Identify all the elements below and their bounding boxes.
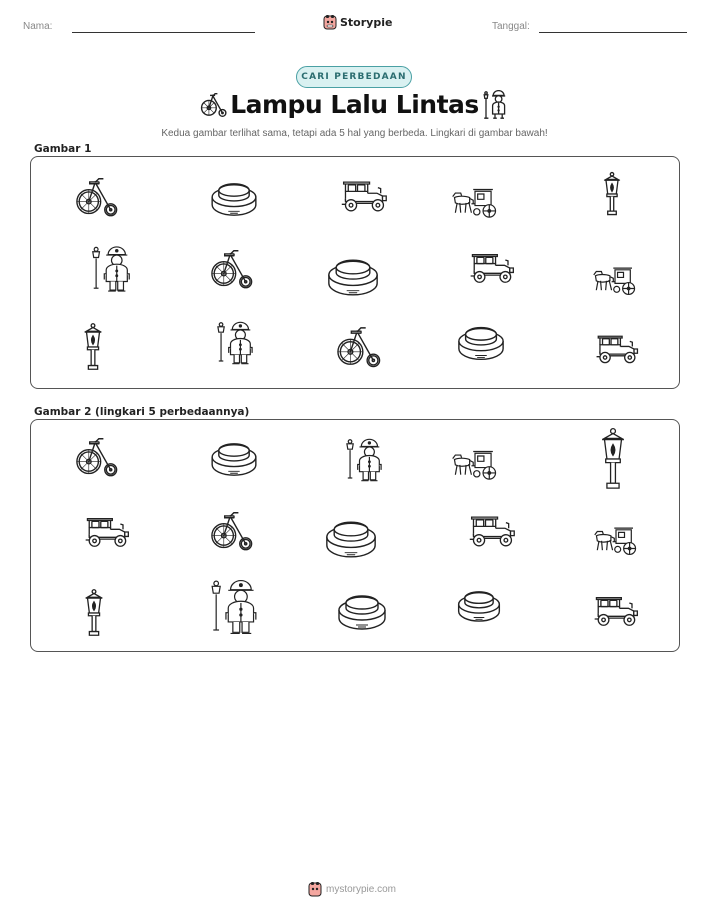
- picture2-policeman-icon[interactable]: [346, 436, 382, 484]
- picture2-button-icon[interactable]: [208, 440, 260, 478]
- date-label: Tanggal:: [492, 21, 530, 32]
- find-difference-badge: CARI PERBEDAAN: [296, 66, 412, 88]
- name-line[interactable]: [72, 32, 255, 33]
- picture1-bicycle-icon: [73, 176, 121, 218]
- picture1-bicycle-icon: [335, 325, 383, 369]
- footer-site: mystorypie.com: [326, 883, 397, 895]
- picture1-carriage-icon: [590, 263, 640, 297]
- date-line[interactable]: [539, 32, 687, 33]
- policeman-icon: [483, 90, 507, 124]
- picture1-lamp-icon: [600, 170, 624, 218]
- picture1-lamp-icon: [80, 322, 106, 372]
- brand-name: Storypie: [340, 15, 393, 29]
- picture1-car-icon: [468, 249, 516, 287]
- picture2-bicycle-icon[interactable]: [73, 436, 121, 478]
- picture1-button-icon: [208, 180, 260, 218]
- picture2-button-icon[interactable]: [456, 587, 502, 625]
- instructions-text: Kedua gambar terlihat sama, tetapi ada 5 hal yang berbeda. Lingkari di gambar bawah!: [161, 128, 548, 139]
- picture1-button-icon: [323, 256, 383, 298]
- picture1-button-icon: [456, 323, 506, 363]
- picture2-bicycle-icon[interactable]: [208, 510, 256, 552]
- storypie-logo-icon: [323, 14, 337, 30]
- picture1-bicycle-icon: [208, 248, 256, 290]
- page-title: Lampu Lalu Lintas: [230, 90, 479, 119]
- brand-logo: [323, 14, 392, 30]
- picture2-lamp-icon[interactable]: [81, 587, 107, 639]
- picture2-carriage-icon[interactable]: [592, 523, 640, 557]
- picture1-carriage-icon: [450, 184, 500, 220]
- picture2-label: Gambar 2 (lingkari 5 perbedaannya): [34, 406, 250, 418]
- picture2-car-icon[interactable]: [467, 512, 517, 550]
- picture1-car-icon: [594, 330, 640, 368]
- picture1-policeman-icon: [90, 245, 132, 293]
- storypie-logo-icon: [308, 881, 322, 897]
- picture1-car-icon: [339, 178, 389, 214]
- picture1-policeman-icon: [217, 320, 253, 366]
- picture2-button-icon[interactable]: [336, 592, 388, 632]
- picture2-car-icon[interactable]: [83, 513, 131, 551]
- picture2-lamp-icon[interactable]: [596, 424, 630, 494]
- footer: [308, 881, 396, 897]
- picture2-policeman-icon[interactable]: [211, 574, 257, 640]
- picture2-carriage-icon[interactable]: [450, 446, 500, 482]
- picture2-button-icon[interactable]: [323, 518, 379, 560]
- picture2-car-icon[interactable]: [592, 592, 640, 630]
- name-label: Nama:: [23, 21, 53, 32]
- picture1-label: Gambar 1: [34, 143, 92, 155]
